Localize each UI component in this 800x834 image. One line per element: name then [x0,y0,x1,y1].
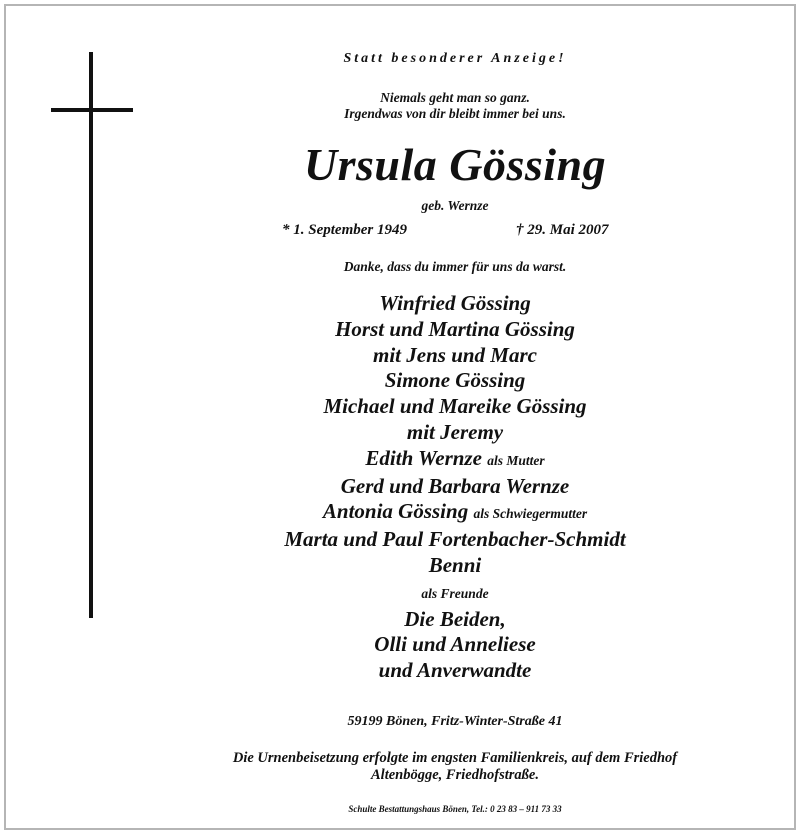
quote-line-2: Irgendwas von dir bleibt immer bei uns. [344,106,566,121]
mourner-name: Gerd und Barbara Wernze [340,473,570,498]
mourner-line [160,368,750,394]
birth-name: geb. Wernze [421,198,489,213]
mourner-name: Antonia Gössing [322,499,469,524]
mourner-line [160,579,750,607]
mourner-line [160,291,750,317]
mourner-line [160,394,750,420]
mourner-line [160,474,750,500]
mourner-name: Simone Gössing [384,368,526,393]
thanks-line: Danke, dass du immer für uns da warst. [343,259,567,274]
mourner-name: Edith Wernze [365,445,482,470]
notice-header: Statt besonderer Anzeige! [343,51,567,66]
burial-info [160,750,750,784]
deceased-name: Ursula Gössing [303,139,607,190]
mourner-line [160,499,750,527]
burial-line-2: Altenbögge, Friedhofstraße. [371,767,539,783]
cross-symbol-vertical [89,52,93,618]
mourners-list [160,291,750,684]
burial-line-1: Die Urnenbeisetzung erfolgte im engsten Familienkreis, auf dem Friedhof [232,750,678,766]
mourner-name: Horst und Martina Gössing [335,316,575,341]
mourner-name: Benni [428,552,482,577]
mourner-relation: als Mutter [487,452,545,468]
death-date: † 29. Mai 2007 [516,222,609,238]
funeral-home-footer: Schulte Bestattungshaus Bönen, Tel.: 0 23 83 – 911 73 33 [348,804,562,814]
mourner-line [160,527,750,553]
mourner-name: Die Beiden, [404,606,506,631]
mourner-name: mit Jeremy [406,419,504,444]
mourner-line [160,553,750,579]
mourner-name: Michael und Mareike Gössing [323,394,587,419]
mourner-line [160,632,750,658]
mourner-line [160,446,750,474]
quote-line-1: Niemals geht man so ganz. [380,90,530,105]
mourner-relation: als Freunde [421,585,489,601]
mourner-name: und Anverwandte [378,658,532,683]
mourner-line [160,317,750,343]
mourner-name: Olli und Anneliese [374,632,536,657]
mourner-line [160,607,750,633]
mourner-name: Winfried Gössing [379,291,531,315]
mourner-name: mit Jens und Marc [373,342,537,367]
mourner-line [160,658,750,684]
mourner-relation: als Schwiegermutter [473,506,588,522]
mourner-line [160,420,750,446]
mourner-line [160,343,750,369]
birth-date: * 1. September 1949 [282,222,407,238]
mourner-name: Marta und Paul Fortenbacher-Schmidt [284,527,626,552]
address: 59199 Bönen, Fritz-Winter-Straße 41 [347,714,563,729]
cross-symbol-horizontal [51,108,133,112]
